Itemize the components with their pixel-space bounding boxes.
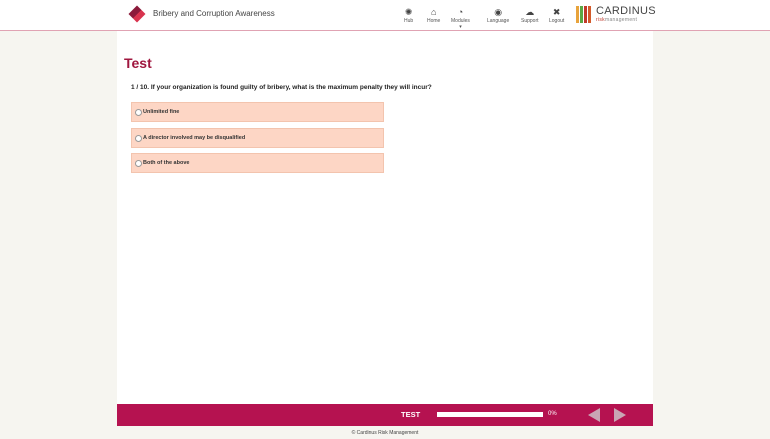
nav-modules-label: Modules ▾ (451, 18, 470, 30)
copyright-text: © Cardinus Risk Management (351, 430, 419, 436)
brand-name: CARDINUS (596, 5, 656, 17)
globe-icon: ◉ (494, 7, 503, 17)
footer-bar (117, 404, 653, 426)
nav-language-label: Language (487, 18, 510, 24)
gauge-icon: ◔ (457, 7, 464, 17)
answer-option-label: Both of the above (143, 160, 190, 166)
content-panel (117, 31, 653, 404)
radio-icon[interactable] (135, 135, 142, 142)
nav-home-label: Home (427, 18, 441, 24)
next-arrow-icon[interactable] (614, 408, 626, 422)
answer-option-2[interactable] (131, 128, 384, 148)
radio-icon[interactable] (135, 160, 142, 167)
answer-option-label: A director involved may be disqualified (143, 135, 246, 141)
nav-logout-label: Logout (549, 18, 565, 24)
brand-subtitle (596, 17, 637, 23)
brand-sub-rest: management (604, 17, 638, 23)
nav-modules[interactable] (451, 6, 470, 30)
close-icon: ✖ (552, 7, 561, 17)
progress-percent: 0% (548, 411, 557, 417)
brand-sub-risk: risk (596, 17, 605, 23)
brand-bars-icon (576, 6, 594, 23)
top-bar (0, 0, 770, 31)
chat-icon: ☁ (525, 7, 535, 17)
nav-hub[interactable] (404, 6, 413, 24)
answer-option-label: Unlimited fine (143, 109, 180, 115)
hub-icon: ✺ (404, 7, 413, 17)
answer-option-3[interactable] (131, 153, 384, 173)
previous-arrow-icon[interactable] (588, 408, 600, 422)
answer-option-1[interactable] (131, 102, 384, 122)
nav-hub-label: Hub (404, 18, 414, 24)
nav-home[interactable] (427, 6, 440, 24)
progress-bar (437, 412, 543, 417)
radio-icon[interactable] (135, 109, 142, 116)
home-icon: ⌂ (430, 7, 437, 17)
nav-language[interactable] (487, 6, 509, 24)
nav-logout[interactable] (549, 6, 564, 24)
question-text: 1 / 10. If your organization is found guilty of bribery, what is the maximum penalty they will incur? (131, 84, 432, 91)
nav-support[interactable] (521, 6, 539, 24)
footer-section-label: TEST (401, 410, 421, 419)
nav-support-label: Support (521, 18, 539, 24)
course-logo-icon (129, 6, 146, 23)
page-title: Test (124, 55, 152, 71)
app-title: Bribery and Corruption Awareness (153, 9, 275, 18)
